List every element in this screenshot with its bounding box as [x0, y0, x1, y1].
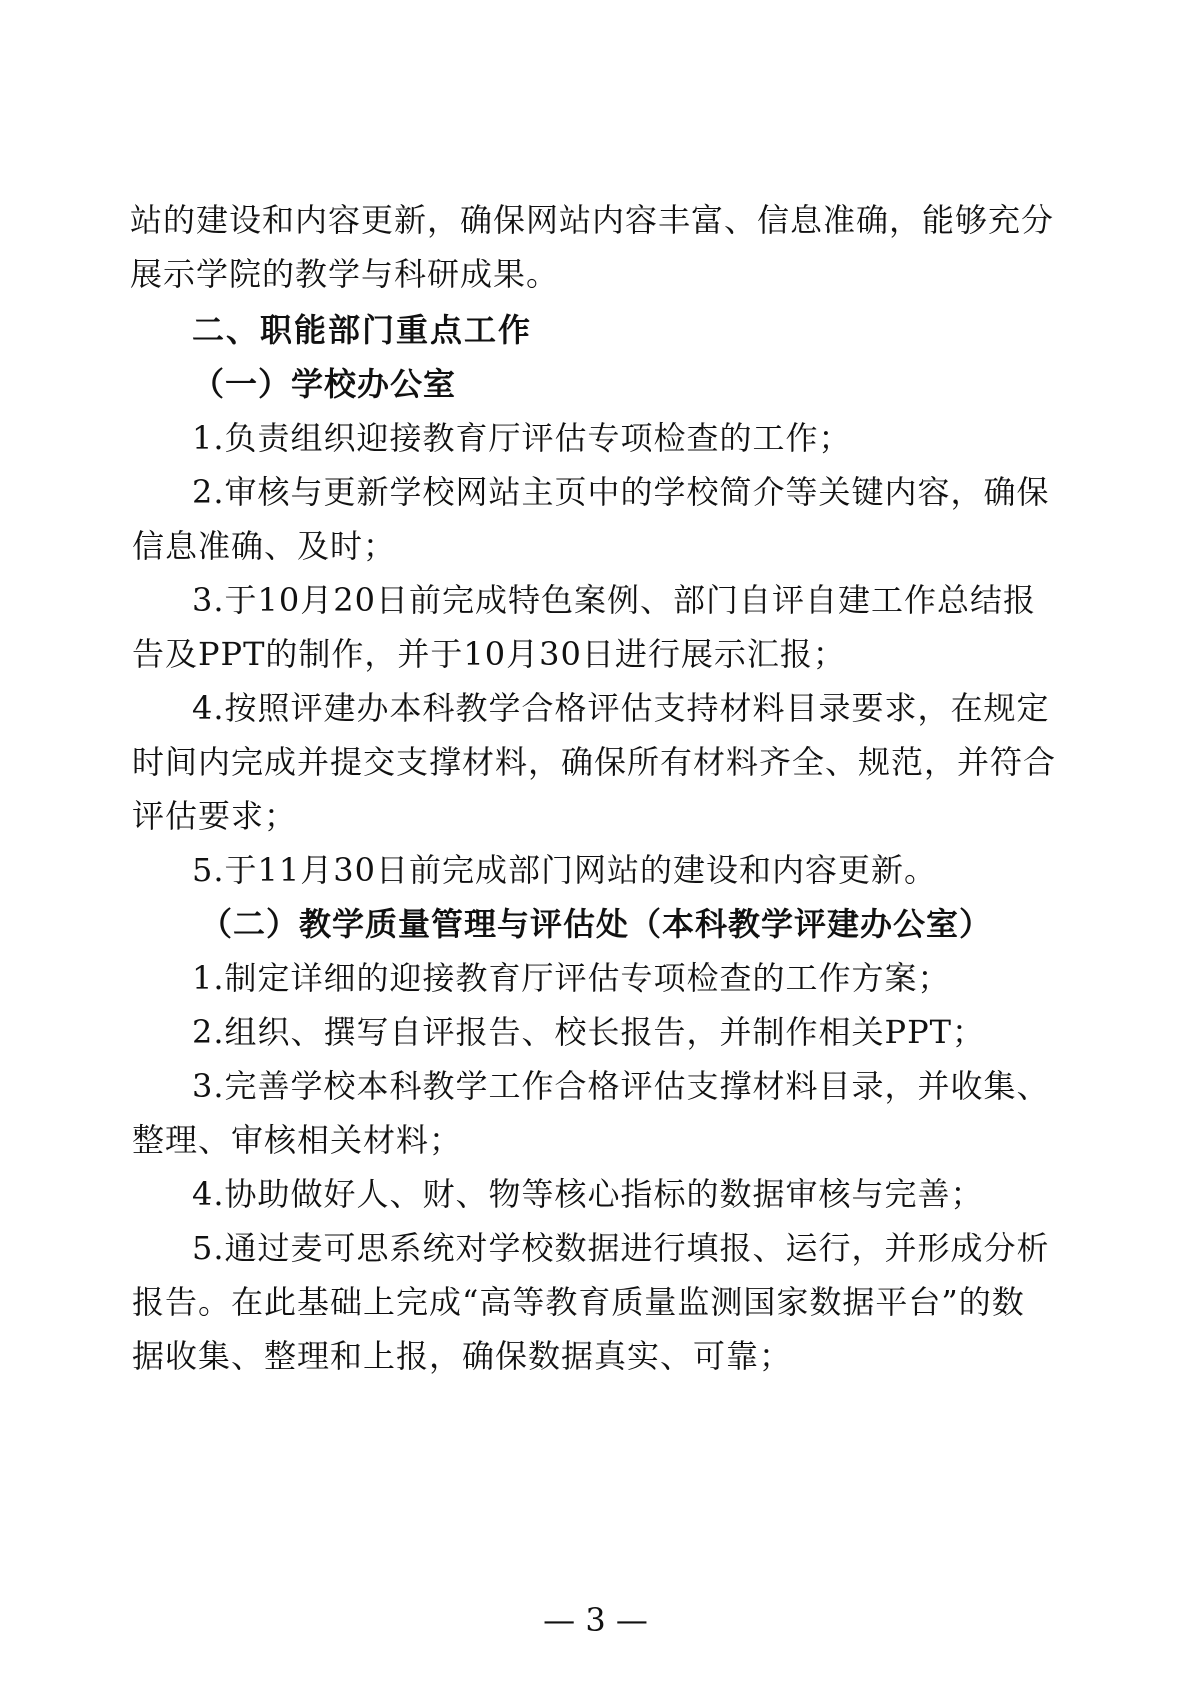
list-item: 5.通过麦可思系统对学校数据进行填报、运行，并形成分析 [192, 1229, 1050, 1267]
subsection-heading: （二）教学质量管理与评估处（本科教学评建办公室） [200, 905, 993, 943]
text-line: 展示学院的教学与科研成果。 [130, 255, 560, 293]
list-item: 5.于11月30日前完成部门网站的建设和内容更新。 [192, 851, 937, 889]
text-line: 站的建设和内容更新，确保网站内容丰富、信息准确，能够充分 [130, 201, 1055, 239]
list-item-continuation: 报告。在此基础上完成“高等教育质量监测国家数据平台”的数 [132, 1283, 1025, 1321]
list-item-continuation: 信息准确、及时； [132, 527, 397, 565]
list-item: 4.按照评建办本科教学合格评估支持材料目录要求，在规定 [192, 689, 1050, 727]
subsection-heading: （一）学校办公室 [192, 365, 457, 403]
list-item: 3.完善学校本科教学工作合格评估支撑材料目录，并收集、 [192, 1067, 1050, 1105]
list-item-continuation: 时间内完成并提交支撑材料，确保所有材料齐全、规范，并符合 [132, 743, 1057, 781]
list-item-continuation: 整理、审核相关材料； [132, 1121, 463, 1159]
list-item: 1.制定详细的迎接教育厅评估专项检查的工作方案； [192, 959, 951, 997]
list-item: 3.于10月20日前完成特色案例、部门自评自建工作总结报 [192, 581, 1036, 619]
list-item-continuation: 评估要求； [132, 797, 298, 835]
list-item: 4.协助做好人、财、物等核心指标的数据审核与完善； [192, 1175, 984, 1213]
page-number: — 3 — [543, 1601, 648, 1639]
list-item: 2.组织、撰写自评报告、校长报告，并制作相关PPT； [192, 1013, 985, 1051]
list-item: 1.负责组织迎接教育厅评估专项检查的工作； [192, 419, 852, 457]
section-heading: 二、职能部门重点工作 [192, 311, 533, 349]
list-item-continuation: 告及PPT的制作，并于10月30日进行展示汇报； [132, 635, 846, 673]
list-item: 2.审核与更新学校网站主页中的学校简介等关键内容，确保 [192, 473, 1050, 511]
list-item-continuation: 据收集、整理和上报，确保数据真实、可靠； [132, 1337, 793, 1375]
